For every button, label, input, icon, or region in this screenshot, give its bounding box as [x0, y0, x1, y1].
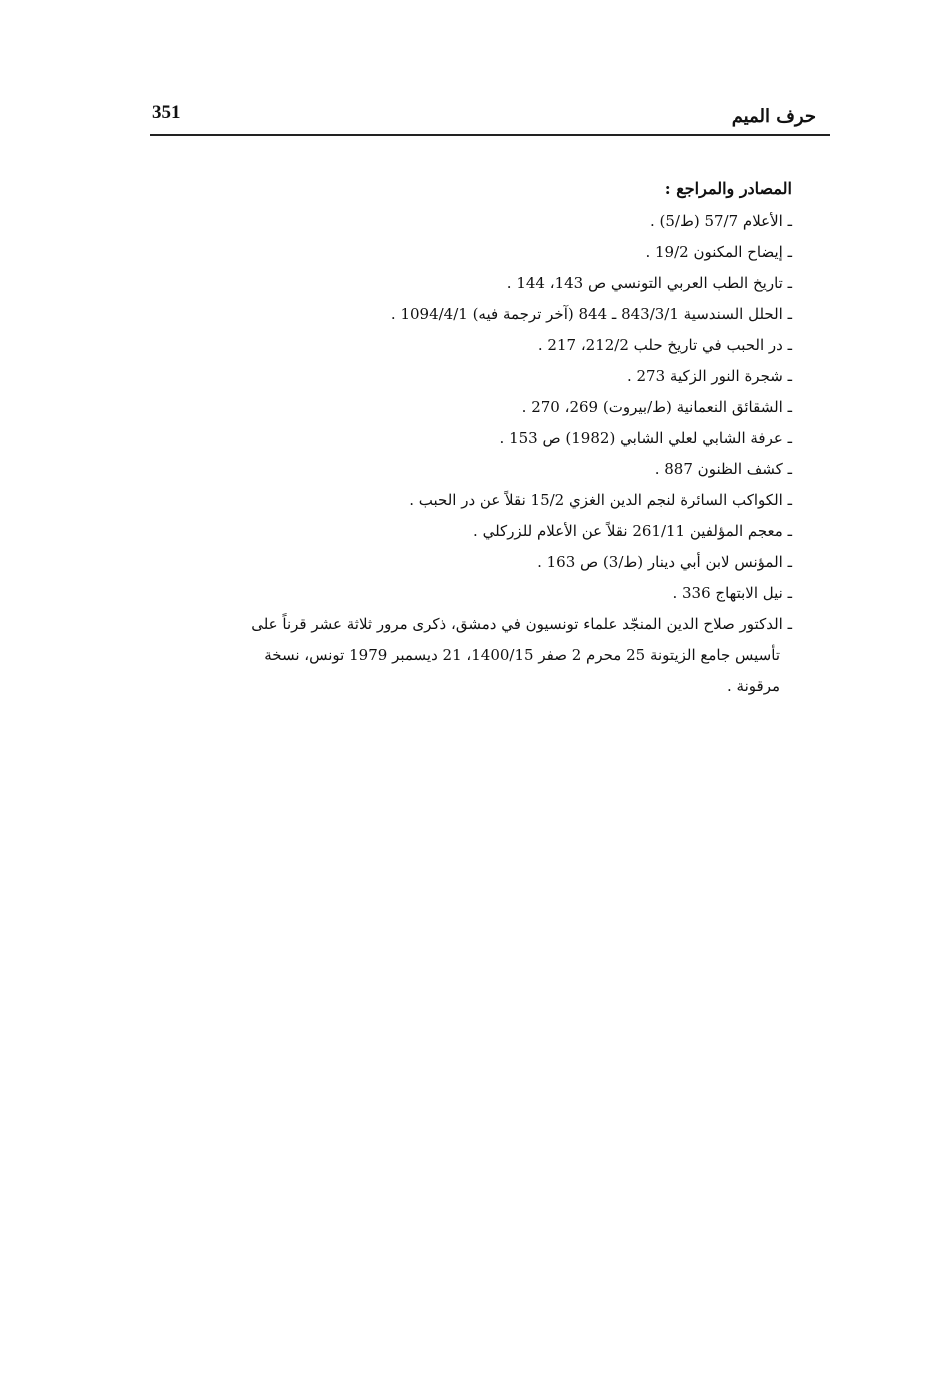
references-heading: المصادر والمراجع :: [664, 179, 792, 198]
reference-item: ـ الأعلام 57/7 (ط/5) .: [649, 212, 792, 230]
header-rule: [150, 134, 830, 136]
reference-item: ـ معجم المؤلفين 261/11 نقلاً عن الأعلام للزركلي .: [473, 522, 792, 540]
reference-item-long: [112, 609, 792, 702]
reference-item: ـ در الحبب في تاريخ حلب 212/2، 217 .: [537, 336, 792, 354]
reference-item: ـ شجرة النور الزكية 273 .: [626, 367, 792, 385]
reference-item: ـ كشف الظنون 887 .: [654, 460, 792, 478]
reference-item: ـ الشقائق النعمانية (ط/بيروت) 269، 270 .: [521, 398, 792, 416]
running-header-title: حرف الميم: [731, 106, 816, 127]
reference-line: مرقونة .: [727, 677, 780, 695]
reference-item: ـ الحلل السندسية 843/3/1 ـ 844 (آخر ترجمة فيه) 1094/4/1 .: [390, 305, 792, 323]
reference-item: ـ المؤنس لابن أبي دينار (ط/3) ص 163 .: [537, 553, 792, 571]
page-number: 351: [152, 102, 181, 123]
references-list: [152, 206, 792, 702]
reference-line: ـ الدكتور صلاح الدين المنجّد علماء تونسيون في دمشق، ذكرى مرور ثلاثة عشر قرناً على: [251, 615, 792, 633]
reference-item: ـ إيضاح المكنون 19/2 .: [645, 243, 792, 261]
reference-line: تأسيس جامع الزيتونة 25 محرم 2 صفر 1400/15، 21 ديسمبر 1979 تونس، نسخة: [264, 646, 780, 664]
reference-item: ـ عرفة الشابي لعلي الشابي (1982) ص 153 .: [499, 429, 792, 447]
references-section: [152, 172, 792, 702]
reference-item: ـ نيل الابتهاج 336 .: [672, 584, 792, 602]
reference-item: ـ تاريخ الطب العربي التونسي ص 143، 144 .: [506, 274, 792, 292]
reference-item: ـ الكواكب السائرة لنجم الدين الغزي 15/2 نقلاً عن در الحبب .: [409, 491, 792, 509]
